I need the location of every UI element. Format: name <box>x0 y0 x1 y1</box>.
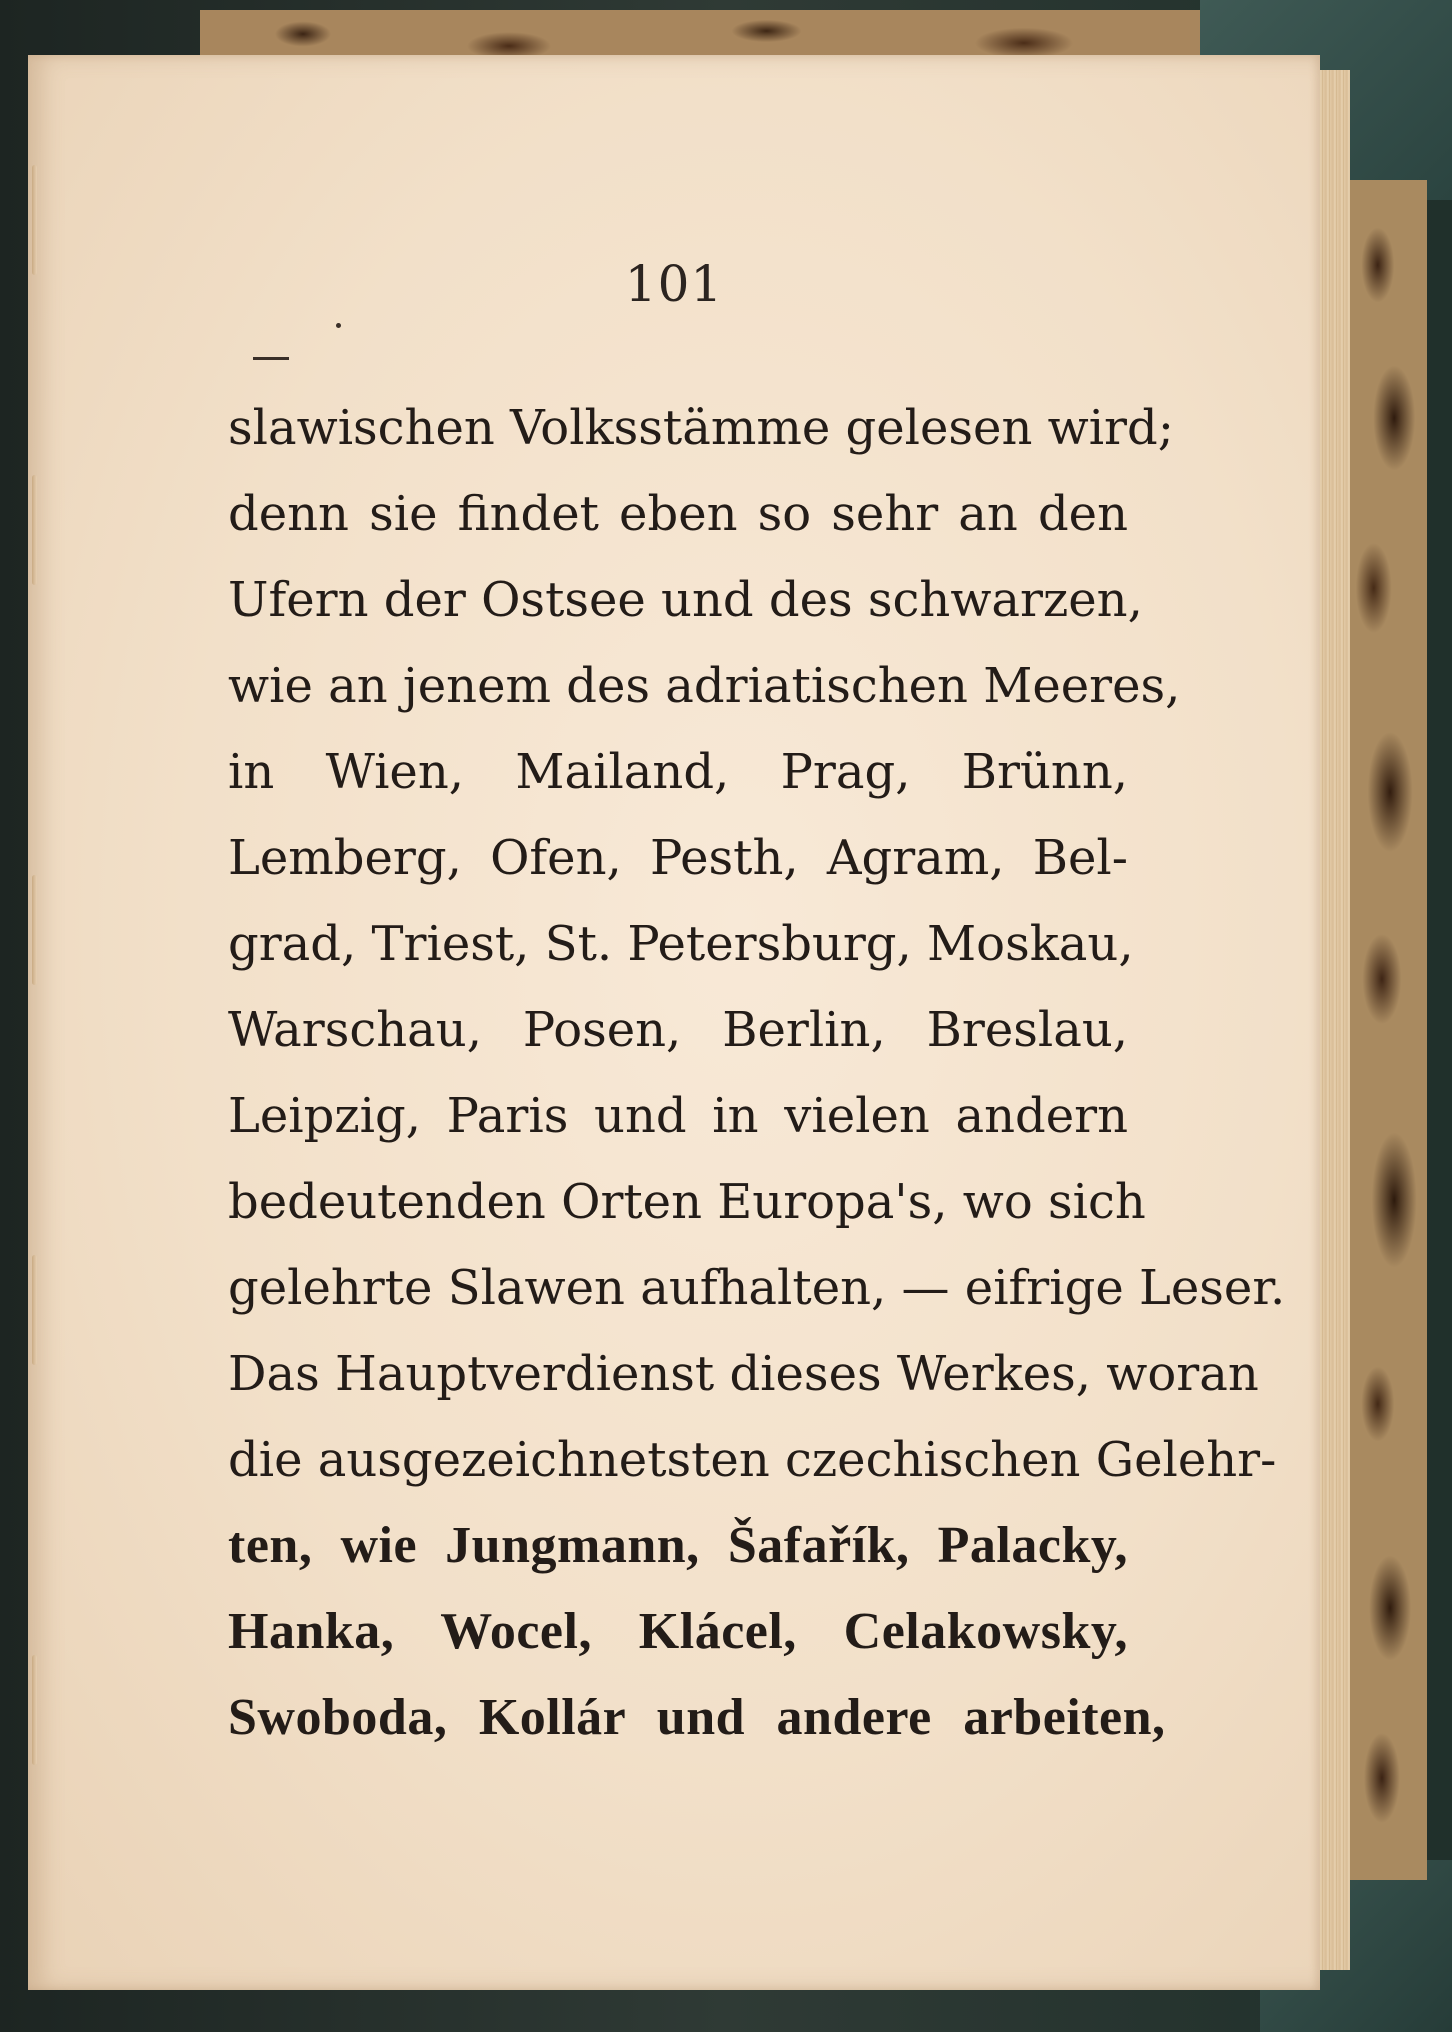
text-line: Leipzig, Paris und in vielen andern <box>228 1088 1128 1144</box>
stitch-mark <box>32 1255 37 1365</box>
text-line: Swoboda, Kollár und andere arbeiten, <box>228 1689 1166 1746</box>
text-line: grad, Triest, St. Petersburg, Moskau, <box>228 916 1134 972</box>
text-line: Hanka, Wocel, Klácel, Celakowsky, <box>228 1603 1128 1660</box>
page-number: 101 <box>624 255 724 313</box>
stitch-mark <box>32 875 37 985</box>
text-line: Lemberg, Ofen, Pesth, Agram, Bel- <box>228 830 1128 886</box>
book-page <box>28 55 1320 1990</box>
text-line: in Wien, Mailand, Prag, Brünn, <box>228 744 1128 800</box>
text-line: gelehrte Slawen aufhalten, — eifrige Leser. <box>228 1260 1286 1316</box>
text-line: slawischen Volksstämme gelesen wird; <box>228 400 1174 456</box>
text-line: Warschau, Posen, Berlin, Breslau, <box>228 1002 1128 1058</box>
body-text <box>228 385 1286 1761</box>
margin-dot <box>336 323 341 328</box>
text-line: Ufern der Ostsee und des schwarzen, <box>228 572 1143 628</box>
text-line: ten, wie Jungmann, Šafařík, Palacky, <box>228 1517 1128 1574</box>
stitch-mark <box>32 475 37 585</box>
text-line: die ausgezeichnetsten czechischen Gelehr- <box>228 1432 1277 1488</box>
marbled-cover-right <box>1345 180 1427 1880</box>
text-line: wie an jenem des adriatischen Meeres, <box>228 658 1181 714</box>
stitch-mark <box>32 1655 37 1765</box>
text-line: bedeutenden Orten Europa's, wo sich <box>228 1174 1146 1230</box>
text-line: Das Hauptverdienst dieses Werkes, woran <box>228 1346 1259 1402</box>
margin-dash <box>253 357 289 360</box>
text-line: denn sie findet eben so sehr an den <box>228 486 1128 542</box>
